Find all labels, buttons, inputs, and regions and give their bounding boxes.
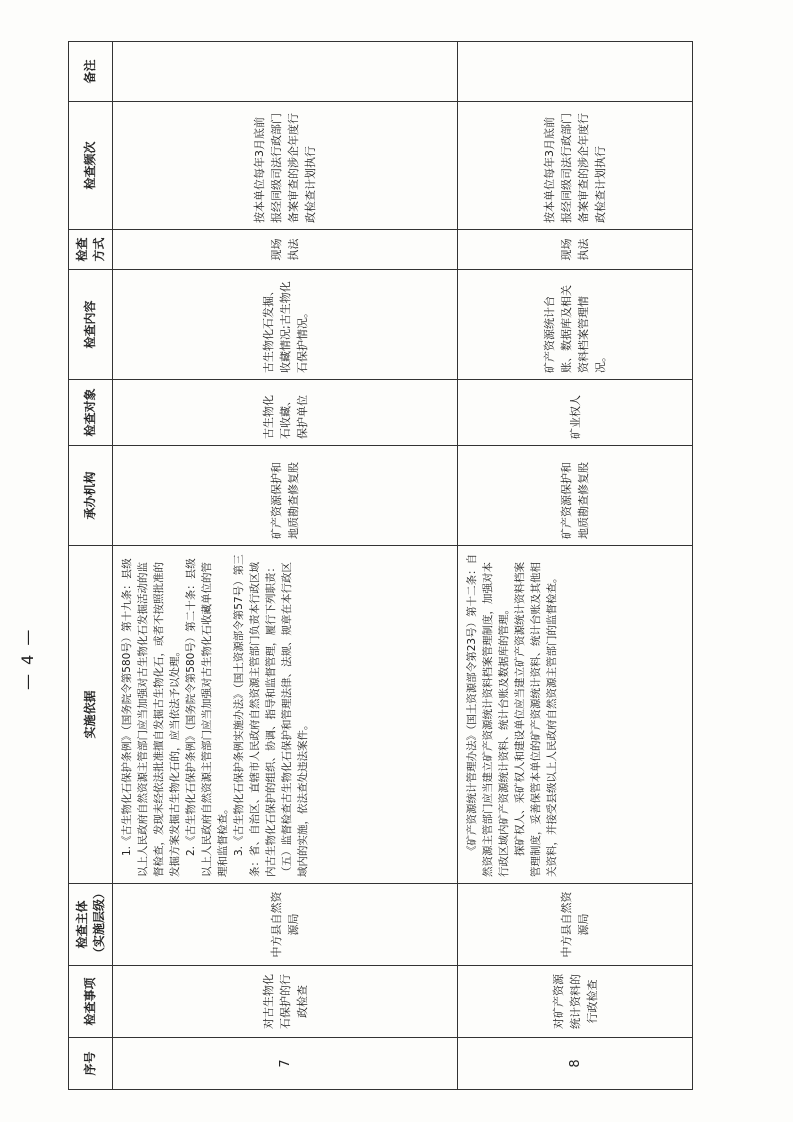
cell-subject: 中方县自然资源局 bbox=[113, 884, 458, 966]
cell-remark bbox=[458, 42, 693, 102]
cell-method: 现场执法 bbox=[113, 230, 458, 270]
page-number-area bbox=[18, 480, 58, 690]
cell-method: 现场执法 bbox=[458, 230, 693, 270]
cell-target: 古生物化石收藏、保护单位 bbox=[113, 380, 458, 446]
header-dept: 承办机构 bbox=[69, 446, 113, 546]
header-freq: 检查频次 bbox=[69, 102, 113, 230]
header-basis: 实施依据 bbox=[69, 546, 113, 884]
cell-content: 矿产资源统计台账、数据库及相关资料档案管理情况。 bbox=[458, 270, 693, 380]
cell-no: 7 bbox=[113, 1038, 458, 1090]
cell-dept: 矿产资源保护和地质勘查修复股 bbox=[458, 446, 693, 546]
header-remark: 备注 bbox=[69, 42, 113, 102]
inspection-table-rotated bbox=[68, 42, 692, 1090]
inspection-table bbox=[68, 41, 693, 1090]
cell-content: 古生物化石发掘、收藏情况;古生物化石保护情况。 bbox=[113, 270, 458, 380]
cell-no: 8 bbox=[458, 1038, 693, 1090]
header-no: 序号 bbox=[69, 1038, 113, 1090]
table-header-row bbox=[69, 42, 113, 1090]
cell-freq: 按本单位每年3月底前报经同级司法行政部门备案审查的涉企年度行政检查计划执行 bbox=[113, 102, 458, 230]
table-row bbox=[458, 42, 693, 1090]
header-subject: 检查主体（实施层级） bbox=[69, 884, 113, 966]
header-content: 检查内容 bbox=[69, 270, 113, 380]
basis-paragraph: 3.《古生物化石保护条例实施办法》（国土资源部令第57号）第三条：省、自治区、直辖市人民政府自然资源主管部门负责本行政区域内古生物化石保护的组织、协调、指导和监督管理，履行下列职责：（五）监督检查古生物化石保护和管理法律、法规、规章在本行政区域内的实施，依法查处违法案件。 bbox=[233, 554, 309, 877]
cell-basis bbox=[113, 546, 458, 884]
header-target: 检查对象 bbox=[69, 380, 113, 446]
cell-freq: 按本单位每年3月底前报经同级司法行政部门备案审查的涉企年度行政检查计划执行 bbox=[458, 102, 693, 230]
cell-target: 矿业权人 bbox=[458, 380, 693, 446]
header-item: 检查事项 bbox=[69, 966, 113, 1038]
cell-item: 对古生物化石保护的行政检查 bbox=[113, 966, 458, 1038]
cell-subject: 中方县自然资源局 bbox=[458, 884, 693, 966]
cell-remark bbox=[113, 42, 458, 102]
cell-item: 对矿产资源统计资料的行政检查 bbox=[458, 966, 693, 1038]
header-method: 检查方式 bbox=[69, 230, 113, 270]
table-row bbox=[113, 42, 458, 1090]
basis-paragraph: 1.《古生物化石保护条例》（国务院令第580号）第十九条：县级以上人民政府自然资源主管部门应当加强对古生物化石发掘活动的监督检查，发现未经依法批准擅自发掘古生物化石，或者不按照批准的发掘方案发掘古生物化石的，应当依法予以处理。 bbox=[121, 558, 181, 877]
cell-dept: 矿产资源保护和地质勘查修复股 bbox=[113, 446, 458, 546]
page-number: — 4 — bbox=[18, 627, 37, 690]
cell-basis bbox=[458, 546, 693, 884]
basis-paragraph: 2.《古生物化石保护条例》（国务院令第580号）第二十条：县级以上人民政府自然资源主管部门应当加强对古生物化石收藏单位的管理和监督检查。 bbox=[185, 558, 229, 877]
basis-paragraph: 探矿权人、采矿权人和建设单位应当建立矿产资源统计资料档案管理制度，妥善保管本单位的矿产资源统计资料、统计台账及其他相关资料，并接受县级以上人民政府自然资源主管部门的监督检查。 bbox=[514, 562, 558, 877]
basis-paragraph: 《矿产资源统计管理办法》（国土资源部令第23号）第十二条：自然资源主管部门应当建立矿产资源统计资料档案管理制度，加强对本行政区域内矿产资源统计资料、统计台账及数据库的管理。 bbox=[466, 553, 510, 877]
